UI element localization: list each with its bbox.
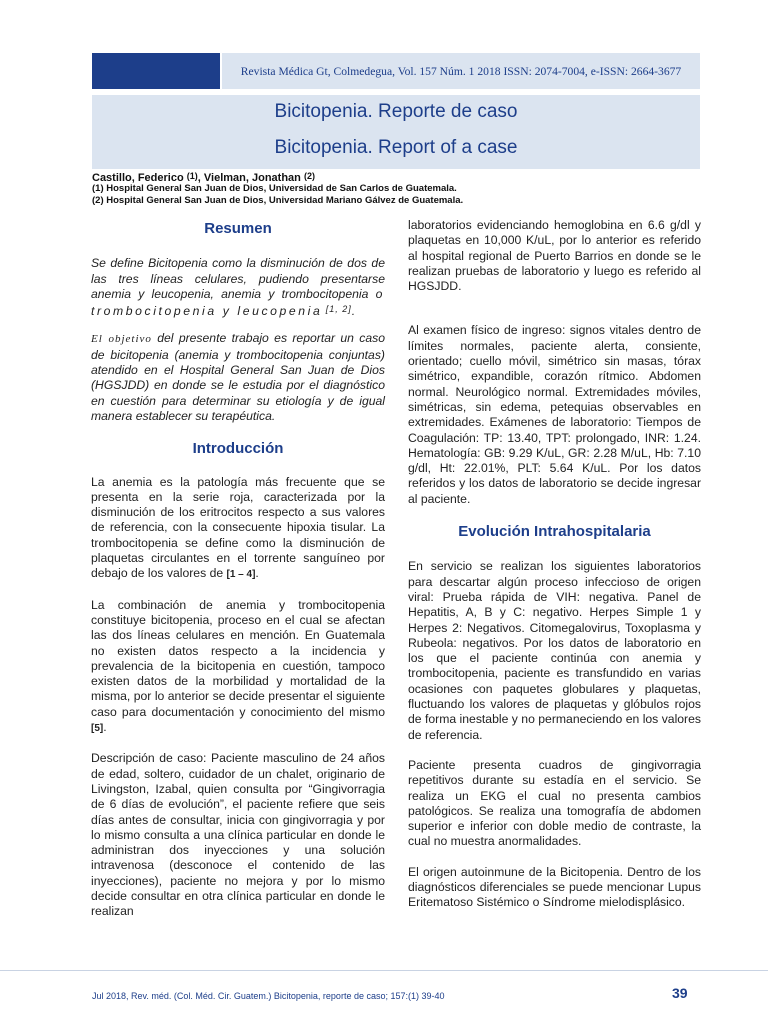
author-1-affiliation-mark: (1) <box>186 171 198 181</box>
evolution-paragraph-2: Paciente presenta cuadros de gingivorragia repetitivos durante su estadía en el servicio. Se realiza un EKG el cual no presenta cambios patológicos. Se realiza una tomografía de abdomen superior e inferior con doble medio de contraste, la cual no muestra anormalidades. <box>408 757 701 849</box>
author-2: Vielman, Jonathan <box>203 172 301 184</box>
abstract-paragraph-2 <box>91 331 385 424</box>
affiliation-1-text: Hospital General San Juan de Dios, Universidad de San Carlos de Guatemala. <box>103 183 457 194</box>
affiliation-1-number: (1) <box>92 183 104 194</box>
author-2-affiliation-mark: (2) <box>303 171 315 181</box>
intro-p2-citation: [5] <box>91 723 104 735</box>
left-column <box>91 218 385 920</box>
right-paragraph-1: laboratorios evidenciando hemoglobina en 6.6 g/dl y plaquetas en 10,000 K/uL, por lo anterior es referido al hospital regional de Puerto Barrios en donde se le realizan pruebas de laboratorio y luego es referido al HGSJDD. <box>408 218 701 294</box>
physical-exam-paragraph: Al examen físico de ingreso: signos vitales dentro de límites normales, paciente alerta, consiente, orientado; cuello móvil, simétrico sin masas, tórax simétrico, expandible, corazón rítmico. Abdomen normal. Neurológico normal. Extremidades móviles, simétricas, sin edema, petequias observables en extremidades. Exámenes de laboratorio: Tiempos de Coagulación: TP: 13.40, TPT: prolongado, INR: 1.24. Hematología: GB: 9.29 K/uL, GR: 2.28 M/uL, Hb: 7.10 g/dl, Ht: 22.01%, PLT: 5.64 K/uL. Por los datos referidos y los datos de laboratorio se decide ingresar al paciente. <box>408 323 701 506</box>
abstract-paragraph-1 <box>91 256 385 319</box>
abstract-p2-text: del presente trabajo es reportar un caso de bicitopenia (anemia y trombocitopenia conjuntas) atendido en el Hospital General San Juan de Dios (HGSJDD) en donde se le estudia por el diagnóstico en cuestión para determinar su etiología y de igual manera establecer su terapéutica. <box>91 331 385 423</box>
case-description-paragraph: Descripción de caso: Paciente masculino de 24 años de edad, soltero, cuidador de un chalet, originario de Livingston, Izabal, quien consulta por “Gingivorragia de 6 días de evolución”, el paciente refiere que seis días antes de consultar, inicia con gingivorragia y por lo mismo consulta a una clínica particular en donde le administran dos inyecciones y una solución intravenosa (desconoce el contenido de las inyecciones), paciente no mejora y por lo mismo decide consultar en otra clínica particular en donde le realizan <box>91 751 385 919</box>
page-number: 39 <box>672 985 688 1001</box>
header-blue-block <box>92 53 220 89</box>
abstract-p1-spaced: o trombocitopenia y leucopenia <box>91 286 385 319</box>
affiliation-1 <box>92 183 457 194</box>
resumen-heading: Resumen <box>204 220 272 237</box>
evolution-paragraph-3: El origen autoinmune de la Bicitopenia. Dentro de los diagnósticos diferenciales se puede mencionar Lupus Eritematoso Sistémico o Síndrome mielodisplásico. <box>408 864 701 910</box>
intro-paragraph-2 <box>91 598 385 737</box>
author-separator: , <box>197 172 204 184</box>
author-list <box>92 170 315 184</box>
journal-citation: Revista Médica Gt, Colmedegua, Vol. 157 Núm. 1 2018 ISSN: 2074-7004, e-ISSN: 2664-3677 <box>240 64 682 78</box>
intro-paragraph-1 <box>91 475 385 583</box>
footer-citation: Jul 2018, Rev. méd. (Col. Méd. Cir. Guatem.) Bicitopenia, reporte de caso; 157:(1) 39-40 <box>92 991 445 1001</box>
abstract-p1-text: Se define Bicitopenia como la disminución de dos de las tres líneas celulares, pudiendo presentarse anemia y leucopenia, anemia y trombocitopenia <box>91 256 385 301</box>
journal-header <box>222 53 700 89</box>
abstract-citation: [1, 2] <box>325 304 352 315</box>
evolucion-heading: Evolución Intrahospitalaria <box>458 523 651 541</box>
affiliation-2 <box>92 195 463 206</box>
footer-divider <box>0 970 768 971</box>
evolution-paragraph-1: En servicio se realizan los siguientes laboratorios para descartar algún proceso infeccioso de origen viral: Prueba rápida de VIH: negativa. Panel de Hepatitis, A, B y C: negativo. Herpes Simple 1 y Herpes 2: Negativos. Citomegalovirus, Toxoplasma y Rubeola: negativos. Por los datos de laboratorio en los que el paciente continúa con anemia y trombocitopenia, paciente es transfundido en varias ocasiones con paquetes globulares y plaquetas, fluctuando los valores de plaquetas y glóbulos rojos de forma inestable y no permaneciendo en los valores de referencia. <box>408 559 701 742</box>
affiliation-2-number: (2) <box>92 195 104 206</box>
title-english: Bicitopenia. Report of a case <box>274 137 518 158</box>
introduccion-heading: Introducción <box>192 440 284 458</box>
objective-label: El objetivo <box>91 333 152 346</box>
intro-p2-text: La combinación de anemia y trombocitopenia constituye bicitopenia, proceso en el cual se afectan las dos líneas celulares en mención. En Guatemala no existen datos respecto a la incidencia y prevalencia de la bicitopenia en cuestión, tampoco existen datos de la morbilidad y mortalidad de la misma, por lo anterior se decide presentar el siguiente caso para documentación y conocimiento del mismo <box>91 597 385 719</box>
affiliation-2-text: Hospital General San Juan de Dios, Universidad Mariano Gálvez de Guatemala. <box>103 195 464 206</box>
intro-p1-text: La anemia es la patología más frecuente que se presenta en la serie roja, caracterizada por la disminución de los eritrocitos respecto a sus valores de referencia, con la consecuente hipoxia tisular. La trombocitopenia se define como la disminución de plaquetas circulantes en el torrente sanguíneo por debajo de los valores de <box>91 474 385 581</box>
intro-p1-citation: [1 – 4] <box>226 569 256 581</box>
abstract-p1-end: . <box>351 304 356 319</box>
author-1: Castillo, Federico <box>92 172 184 184</box>
intro-p1-end: . <box>255 566 259 581</box>
title-box <box>92 95 700 169</box>
title-spanish: Bicitopenia. Reporte de caso <box>274 101 518 122</box>
intro-p2-end: . <box>103 720 107 735</box>
right-column <box>408 218 701 911</box>
